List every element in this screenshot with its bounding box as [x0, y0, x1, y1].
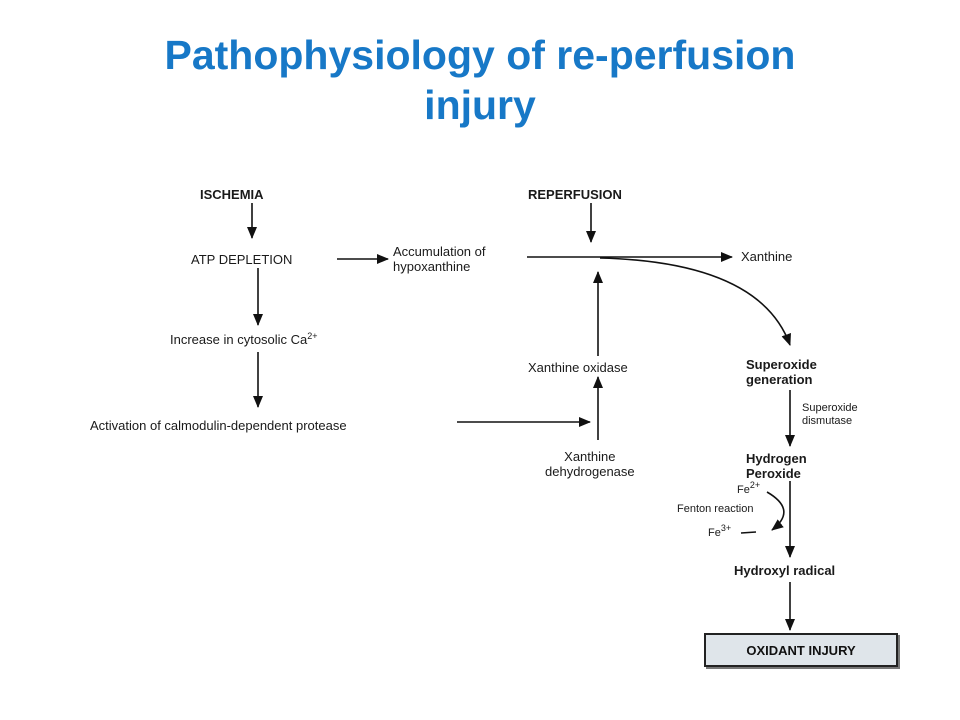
oxidant-injury-box [704, 633, 898, 667]
arrow-fenton-curve [767, 492, 784, 530]
ischemia-label: ISCHEMIA [200, 187, 264, 202]
fe2-label [737, 480, 761, 497]
fe2-superscript: 2+ [749, 480, 761, 490]
hydrogen-peroxide-label [746, 451, 807, 481]
xanthine-label: Xanthine [741, 249, 793, 264]
accumulation-line-2: hypoxanthine [393, 259, 471, 274]
superoxide-dismutase-label [802, 402, 858, 428]
cytosolic-calcium-text: Increase in cytosolic Ca [170, 332, 308, 347]
fe2-text: Fe [737, 484, 750, 496]
dehydrogenase-line-2: dehydrogenase [545, 464, 635, 479]
dismutase-line-2: dismutase [802, 415, 853, 427]
atp-depletion-label: ATP DEPLETION [191, 252, 293, 267]
xanthine-dehydrogenase-label [545, 449, 635, 479]
superoxide-generation-line-1: Superoxide [746, 357, 817, 372]
superoxide-generation-label [746, 357, 817, 387]
hydrogen-peroxide-line-1: Hydrogen [746, 451, 807, 466]
hydrogen-peroxide-line-2: Peroxide [746, 466, 801, 481]
title-line-2: injury [424, 82, 536, 128]
arrow-fe3-head [741, 532, 756, 533]
arrow-curve-to-superoxide [600, 258, 790, 345]
accumulation-label [393, 244, 486, 274]
title-line-1: Pathophysiology of re-perfusion [164, 32, 796, 78]
dehydrogenase-line-1: Xanthine [564, 449, 616, 464]
fe3-text: Fe [708, 527, 721, 539]
cytosolic-calcium-label [170, 332, 318, 347]
reperfusion-label: REPERFUSION [528, 187, 622, 202]
fenton-reaction-label: Fenton reaction [677, 503, 754, 515]
xanthine-oxidase-label: Xanthine oxidase [528, 360, 628, 375]
dismutase-line-1: Superoxide [802, 402, 858, 414]
superoxide-generation-line-2: generation [746, 372, 813, 387]
accumulation-line-1: Accumulation of [393, 244, 486, 259]
calcium-superscript: 2+ [307, 331, 318, 341]
hydroxyl-radical-label: Hydroxyl radical [734, 563, 836, 578]
fe3-superscript: 3+ [720, 523, 732, 533]
oxidant-injury-label: OXIDANT INJURY [746, 642, 856, 658]
calmodulin-protease-label: Activation of calmodulin-dependent protease [90, 418, 347, 433]
fe3-label [708, 523, 732, 540]
